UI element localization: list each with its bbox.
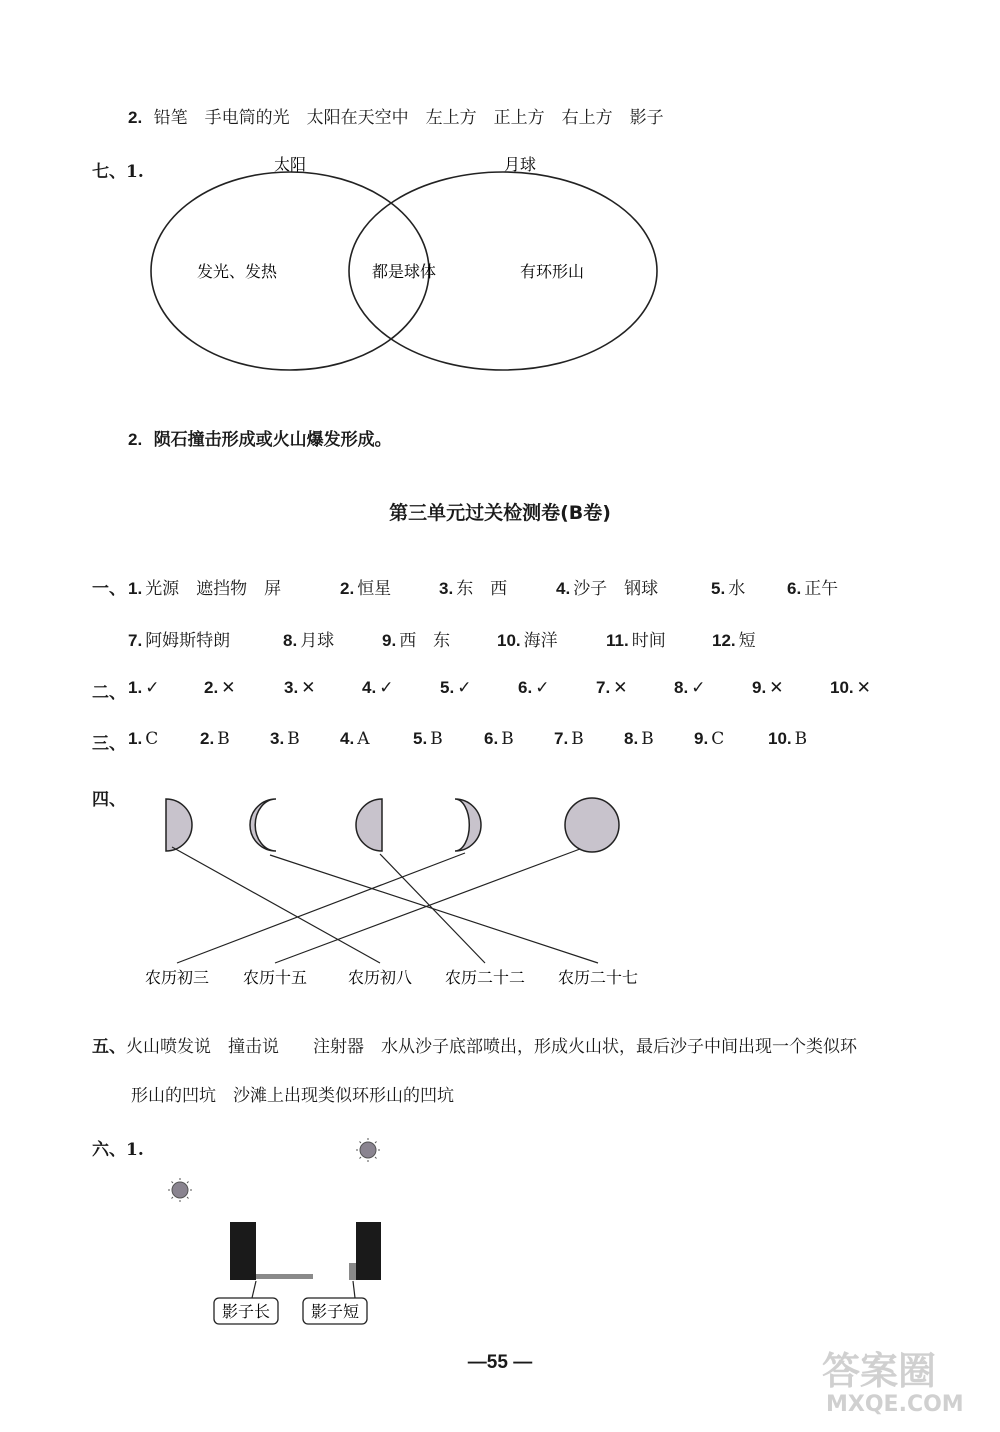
answer-text: 铅笔 手电筒的光 太阳在天空中 左上方 正上方 右上方 影子 <box>153 108 664 128</box>
lunar-date-label: 农历二十二 <box>444 968 526 987</box>
answer-item <box>752 678 783 698</box>
answer-item <box>484 729 514 749</box>
item-number: 2. <box>128 430 143 449</box>
answer-item <box>554 729 584 749</box>
answer-item <box>362 678 393 698</box>
answer-item <box>439 574 507 599</box>
item-answer: A <box>357 729 370 749</box>
item-answer: 东 西 <box>456 579 508 599</box>
item-number: 3. <box>439 579 454 598</box>
item-answer: ✓ <box>691 678 706 698</box>
q7-label: 七、1. <box>92 162 144 182</box>
venn-right-text: 有环形山 <box>519 262 585 281</box>
item-number: 6. <box>484 729 499 748</box>
lunar-date-label: 农历初八 <box>347 968 413 987</box>
item-answer: ✓ <box>145 678 160 698</box>
item-answer: 沙子 钢球 <box>573 579 659 599</box>
lunar-date-label: 农历初三 <box>144 968 210 987</box>
answer-item <box>497 626 558 651</box>
item-answer: ✓ <box>535 678 550 698</box>
item-answer: 海洋 <box>523 631 558 651</box>
s1-label: 一、 <box>92 579 126 599</box>
answer-item <box>270 729 300 749</box>
item-answer: 恒星 <box>357 579 392 599</box>
moon-phase-crescent-right <box>455 799 481 851</box>
item-answer: 正午 <box>804 579 839 599</box>
item-number: 12. <box>712 631 736 650</box>
s6-label: 六、1. <box>92 1140 144 1160</box>
item-answer: 光源 遮挡物 屏 <box>145 579 282 599</box>
item-answer: 月球 <box>300 631 335 651</box>
s2-label: 二、 <box>92 683 126 703</box>
answer-item <box>284 678 315 698</box>
item-answer: B <box>641 729 654 749</box>
answer-item <box>283 626 334 651</box>
item-number: 4. <box>556 579 571 598</box>
match-line <box>275 849 580 963</box>
match-line <box>172 847 380 963</box>
item-number: 8. <box>674 678 689 697</box>
venn-left-text: 发光、发热 <box>196 262 278 281</box>
lunar-date-label: 农历十五 <box>242 968 308 987</box>
item-answer: B <box>501 729 514 749</box>
item-answer: ✕ <box>221 678 236 698</box>
item-number: 5. <box>440 678 455 697</box>
item-number: 11. <box>606 631 629 650</box>
item-answer: B <box>794 729 808 749</box>
answer-item <box>518 678 549 698</box>
answer-item <box>440 678 471 698</box>
item-answer: ✕ <box>301 678 316 698</box>
venn-left-title: 太阳 <box>273 155 307 174</box>
s4-label: 四、 <box>92 790 126 810</box>
item-answer: ✕ <box>613 678 628 698</box>
lunar-date-label: 农历二十七 <box>557 968 639 987</box>
item-answer: ✓ <box>379 678 394 698</box>
item-number: 2. <box>340 579 355 598</box>
item-number: 3. <box>284 678 299 697</box>
item-answer: ✓ <box>457 678 472 698</box>
answer-item <box>128 678 159 698</box>
answer-item <box>624 729 654 749</box>
stick-left <box>230 1222 256 1280</box>
answer-item <box>413 729 443 749</box>
answer-item <box>128 574 281 599</box>
item-number: 8. <box>283 631 298 650</box>
item-answer: C <box>145 729 159 749</box>
shadow-long <box>256 1274 313 1279</box>
venn-center-text: 都是球体 <box>371 262 437 281</box>
item-number: 2. <box>128 108 143 127</box>
answer-text: 陨石撞击形成或火山爆发形成。 <box>153 430 392 450</box>
item-number: 10. <box>768 729 792 748</box>
answer-item <box>596 678 627 698</box>
item-number: 5. <box>711 579 726 598</box>
item-answer: 时间 <box>631 631 666 651</box>
s5-text1: 火山喷发说 撞击说 注射器 水从沙子底部喷出，形成火山状，最后沙子中间出现一个类似环 <box>126 1037 857 1057</box>
item-number: 9. <box>752 678 767 697</box>
answer-item <box>830 678 871 698</box>
watermark-logo: 答案圈 <box>822 1349 937 1393</box>
item-number: 5. <box>413 729 428 748</box>
item-number: 3. <box>270 729 285 748</box>
item-number: 7. <box>128 631 143 650</box>
answer-item <box>711 574 745 599</box>
shadow-short <box>349 1263 356 1280</box>
shadow-diagram <box>150 1130 410 1330</box>
page-number: —55 — <box>467 1352 533 1373</box>
s5-line1 <box>92 1032 857 1057</box>
answer-line-q7-2 <box>128 425 392 450</box>
item-number: 9. <box>382 631 397 650</box>
item-number: 10. <box>830 678 854 697</box>
item-number: 8. <box>624 729 639 748</box>
item-number: 2. <box>200 729 215 748</box>
item-number: 6. <box>518 678 533 697</box>
item-answer: B <box>287 729 300 749</box>
item-number: 4. <box>362 678 377 697</box>
moon-phase-right-half <box>166 799 192 851</box>
item-number: 7. <box>596 678 611 697</box>
item-number: 4. <box>340 729 355 748</box>
answer-item <box>128 626 230 651</box>
moon-phase-full <box>565 798 619 852</box>
stick-right <box>356 1222 381 1280</box>
item-answer: 西 东 <box>399 631 451 651</box>
item-answer: B <box>217 729 230 749</box>
item-number: 7. <box>554 729 569 748</box>
sun-icon <box>168 1178 192 1202</box>
answer-item <box>712 626 756 651</box>
callout-line-right <box>353 1281 355 1298</box>
label-short: 影子短 <box>310 1302 360 1321</box>
item-answer: ✕ <box>856 678 871 698</box>
answer-item <box>204 678 235 698</box>
item-answer: B <box>571 729 584 749</box>
section-title: 第三单元过关检测卷(B卷) <box>389 502 611 524</box>
moon-phase-thin-crescent-left <box>250 799 276 851</box>
moon-phase-left-half <box>356 799 382 851</box>
s5-label: 五、 <box>92 1037 126 1057</box>
item-answer: 阿姆斯特朗 <box>145 631 231 651</box>
answer-item <box>340 729 369 749</box>
item-number: 9. <box>694 729 709 748</box>
answer-item <box>382 626 450 651</box>
answer-item <box>787 574 838 599</box>
answer-item <box>556 574 658 599</box>
s3-label: 三、 <box>92 734 126 754</box>
item-number: 10. <box>497 631 521 650</box>
item-number: 1. <box>128 579 143 598</box>
item-answer: B <box>430 729 443 749</box>
watermark-url: MXQE.COM <box>826 1392 964 1417</box>
callout-line-left <box>252 1281 256 1298</box>
item-number: 2. <box>204 678 219 697</box>
answer-item <box>340 574 391 599</box>
item-answer: 短 <box>738 631 756 651</box>
answer-item <box>606 626 666 651</box>
match-line <box>380 854 485 963</box>
answer-item <box>128 729 158 749</box>
sun-icon <box>356 1138 380 1162</box>
answer-item <box>674 678 705 698</box>
moon-phase-matching <box>130 765 650 995</box>
label-long: 影子长 <box>221 1302 271 1321</box>
item-answer: ✕ <box>769 678 784 698</box>
answer-line-q2 <box>128 103 664 128</box>
item-answer: C <box>711 729 725 749</box>
answer-item <box>200 729 230 749</box>
item-number: 6. <box>787 579 802 598</box>
answer-item <box>768 729 807 749</box>
s5-text2: 形山的凹坑 沙滩上出现类似环形山的凹坑 <box>131 1086 454 1106</box>
venn-right-title: 月球 <box>503 155 537 174</box>
answer-item <box>694 729 724 749</box>
item-number: 1. <box>128 729 143 748</box>
item-number: 1. <box>128 678 143 697</box>
venn-diagram <box>140 150 680 390</box>
item-answer: 水 <box>728 579 746 599</box>
